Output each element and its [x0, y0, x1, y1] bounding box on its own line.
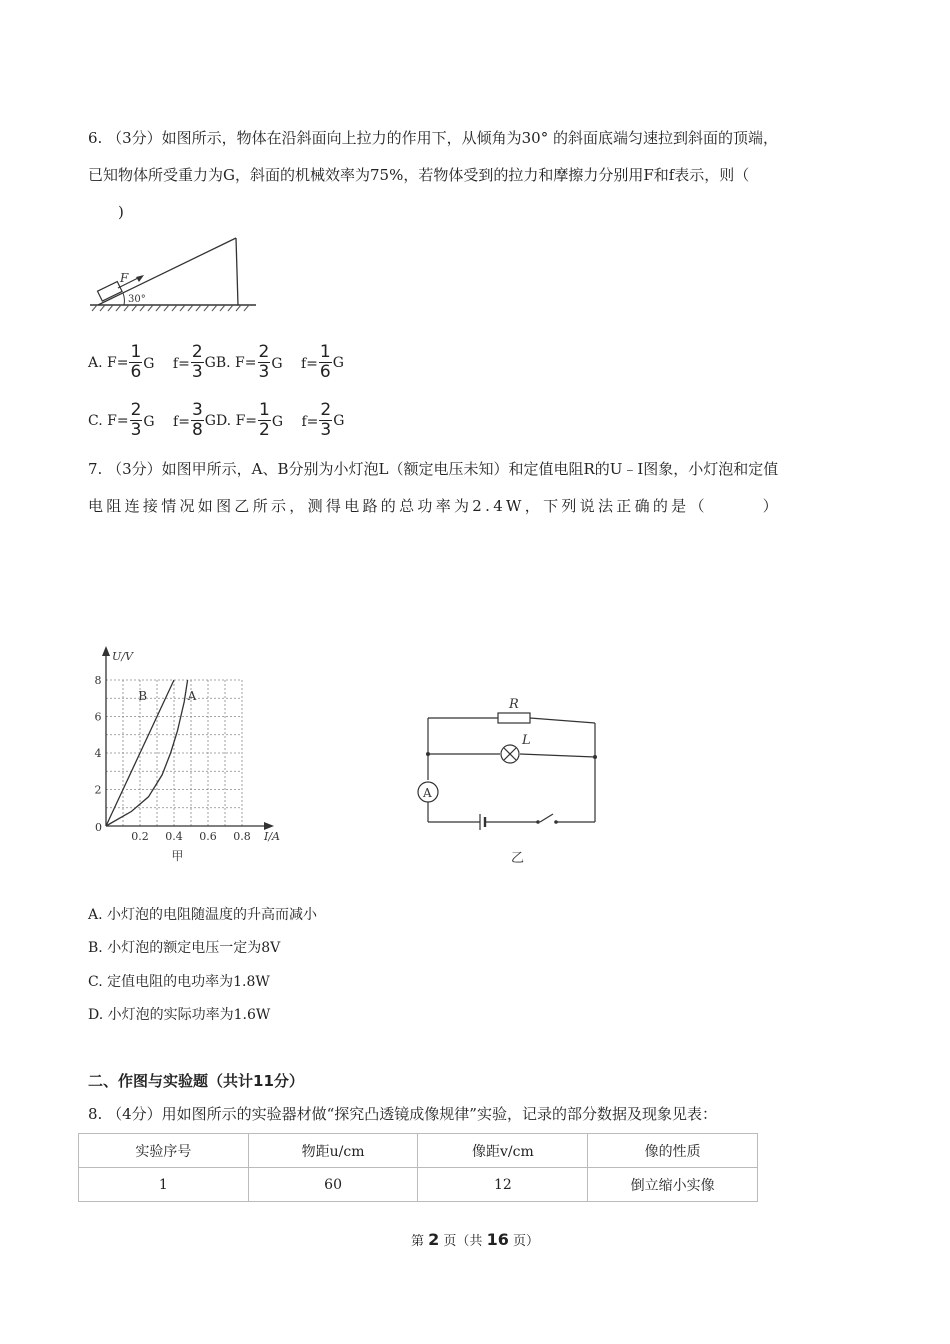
table-cell: 1	[79, 1168, 249, 1202]
ui-chart	[86, 644, 296, 869]
y-tick-label: 2	[94, 783, 102, 797]
q7-option-c: C. 定值电阻的电功率为1.8W	[88, 974, 270, 990]
table-row	[79, 1168, 758, 1202]
x-axis-arrow	[264, 822, 274, 830]
page-number: 2	[428, 1230, 440, 1249]
y-axis-label: U/V	[112, 650, 133, 663]
q7-option-a: A. 小灯泡的电阻随温度的升高而减小	[88, 907, 318, 923]
table-header-cell: 物距u/cm	[248, 1134, 418, 1168]
angle-label: 30°	[128, 294, 146, 305]
table-header-row	[79, 1134, 758, 1168]
x-tick-label: 0.2	[131, 830, 149, 843]
fraction: $\frac{2}{3}$	[191, 342, 203, 382]
fraction: $\frac{2}{3}$	[258, 342, 270, 382]
force-label: F	[120, 271, 129, 285]
table-cell: 60	[248, 1168, 418, 1202]
table-cell: 倒立缩小实像	[588, 1168, 758, 1202]
q8-line1: 8. （4分）用如图所示的实验器材做“探究凸透镜成像规律”实验，记录的部分数据及现象见表：	[88, 1105, 717, 1123]
x-tick-label: 0.4	[165, 830, 183, 843]
table-cell: 12	[418, 1168, 588, 1202]
fraction: $\frac{2}{3}$	[130, 400, 142, 440]
y-axis-arrow	[102, 646, 110, 656]
series-label-a: A	[187, 689, 197, 704]
q6-options-row2: C. F= $\frac{2}{3}$ G f= $\frac{3}{8}$ G D. F= $\frac{1}{2}$ G f= $\frac{2}{3}$ G	[88, 400, 345, 440]
series-label-b: B	[138, 689, 148, 704]
q7-line1: 7. （3分）如图甲所示，A、B分别为小灯泡L（额定电压未知）和定值电阻R的U﹣I图象，小灯泡和定值	[88, 460, 779, 478]
y-tick-label: 4	[94, 747, 102, 760]
chart-grid	[106, 680, 242, 826]
incline-figure	[88, 232, 258, 314]
y-tick-label: 6	[94, 710, 102, 724]
resistor-label: R	[509, 697, 519, 712]
origin-label: 0	[95, 821, 102, 834]
q6-line2: 已知物体所受重力为G，斜面的机械效率为75%，若物体受到的拉力和摩擦力分别用F和f表示，则（	[88, 166, 750, 184]
q6-options-row1: A. F= $\frac{1}{6}$ G f= $\frac{2}{3}$ G B. F= $\frac{2}{3}$ G f= $\frac{1}{6}$ G	[88, 342, 344, 382]
y-tick-label: 8	[94, 674, 102, 687]
x-tick-label: 0.8	[233, 830, 251, 843]
table-header-cell: 像的性质	[588, 1134, 758, 1168]
x-axis-label: I/A	[264, 830, 280, 843]
lamp-label: L	[522, 733, 531, 748]
x-tick-label: 0.6	[199, 830, 217, 843]
section-title: 二、作图与实验题（共计11分）	[88, 1072, 304, 1090]
table-header-cell: 像距v/cm	[418, 1134, 588, 1168]
q6-line1: 6. （3分）如图所示，物体在沿斜面向上拉力的作用下，从倾角为30° 的斜面底端匀速拉到斜面的顶端，	[88, 129, 778, 147]
chart-axes	[102, 646, 274, 830]
circuit-caption: 乙	[511, 851, 525, 866]
ammeter-label: A	[423, 786, 432, 800]
chart-caption: 甲	[171, 849, 184, 863]
q6-line3: )	[118, 203, 124, 221]
circuit-diagram	[410, 696, 610, 866]
fraction: $\frac{1}{6}$	[319, 342, 331, 382]
q7-line2: 电阻连接情况如图乙所示，测得电路的总功率为2.4W，下列说法正确的是（ ）	[88, 497, 781, 515]
fraction: $\frac{1}{6}$	[130, 342, 142, 382]
q7-option-b: B. 小灯泡的额定电压一定为8V	[88, 940, 281, 956]
page-total: 16	[486, 1230, 509, 1249]
fraction: $\frac{3}{8}$	[191, 400, 203, 440]
fraction: $\frac{1}{2}$	[259, 400, 270, 440]
q7-option-d: D. 小灯泡的实际功率为1.6W	[88, 1007, 271, 1023]
fraction: $\frac{2}{3}$	[320, 400, 332, 440]
data-table	[78, 1133, 758, 1202]
page-footer: 第 2 页（共 16 页）	[410, 1230, 539, 1249]
table-header-cell: 实验序号	[79, 1134, 249, 1168]
